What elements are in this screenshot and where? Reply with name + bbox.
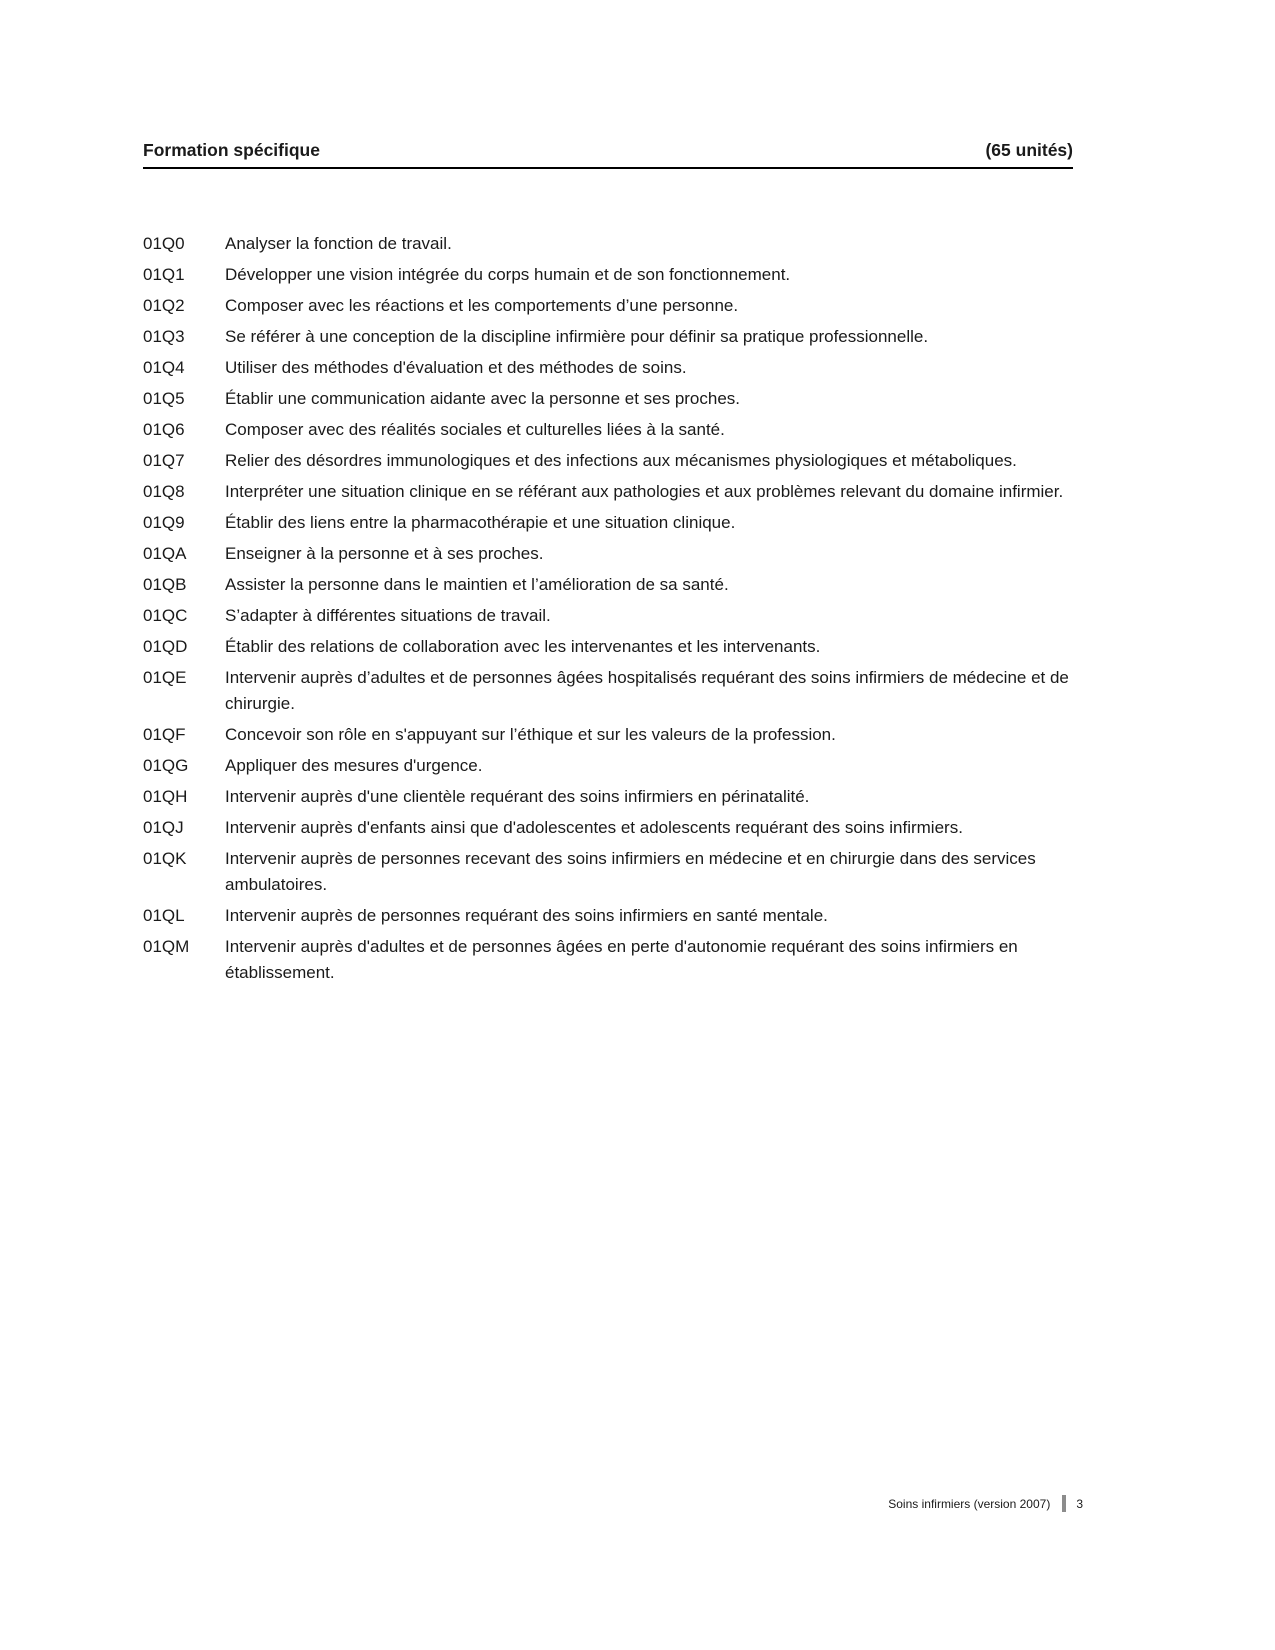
competency-code: 01QB <box>143 575 187 594</box>
page-footer <box>888 1495 1083 1512</box>
competency-row <box>143 448 1073 474</box>
competency-text: Utiliser des méthodes d'évaluation et des méthodes de soins. <box>225 358 687 377</box>
competency-code: 01QM <box>143 937 190 956</box>
competency-code: 01QA <box>143 544 187 563</box>
competency-row <box>143 510 1073 536</box>
competency-code: 01Q2 <box>143 296 185 315</box>
footer-text: Soins infirmiers (version 2007) <box>888 1496 1051 1511</box>
competency-code: 01Q4 <box>143 358 185 377</box>
competency-text: Établir une communication aidante avec la personne et ses proches. <box>225 389 741 408</box>
competency-row <box>143 355 1073 381</box>
competency-text: Relier des désordres immunologiques et des infections aux mécanismes physiologiques et métaboliques. <box>225 451 1017 470</box>
competency-row <box>143 324 1073 350</box>
competency-text: Développer une vision intégrée du corps humain et de son fonctionnement. <box>225 265 791 284</box>
competency-text: S’adapter à différentes situations de travail. <box>225 606 551 625</box>
header-units: (65 unités) <box>985 140 1073 160</box>
competency-code: 01Q9 <box>143 513 185 532</box>
competency-row <box>143 784 1073 810</box>
competency-code: 01QJ <box>143 818 184 837</box>
competency-code: 01QG <box>143 756 189 775</box>
competency-text: Intervenir auprès d'adultes et de personnes âgées en perte d'autonomie requérant des soins infirmiers en établissement. <box>225 937 1018 982</box>
competency-row <box>143 541 1073 567</box>
competency-row <box>143 417 1073 443</box>
competency-code: 01Q1 <box>143 265 185 284</box>
page-content <box>143 140 1073 991</box>
competency-row <box>143 722 1073 748</box>
competency-text: Interpréter une situation clinique en se référant aux pathologies et aux problèmes relevant du domaine infirmier. <box>225 482 1064 501</box>
competency-list <box>143 231 1073 986</box>
competency-row <box>143 293 1073 319</box>
competency-text: Composer avec les réactions et les comportements d’une personne. <box>225 296 739 315</box>
competency-row <box>143 815 1073 841</box>
page-header <box>143 140 1073 169</box>
competency-code: 01QK <box>143 849 187 868</box>
competency-text: Établir des liens entre la pharmacothérapie et une situation clinique. <box>225 513 736 532</box>
competency-row <box>143 231 1073 257</box>
competency-text: Intervenir auprès d'une clientèle requérant des soins infirmiers en périnatalité. <box>225 787 810 806</box>
competency-text: Intervenir auprès d’adultes et de personnes âgées hospitalisés requérant des soins infirmiers de médecine et de chirurgie. <box>225 668 1069 713</box>
competency-text: Enseigner à la personne et à ses proches. <box>225 544 544 563</box>
competency-text: Se référer à une conception de la discipline infirmière pour définir sa pratique professionnelle. <box>225 327 929 346</box>
competency-code: 01Q0 <box>143 234 185 253</box>
competency-code: 01QC <box>143 606 188 625</box>
competency-row <box>143 572 1073 598</box>
competency-code: 01Q8 <box>143 482 185 501</box>
competency-text: Concevoir son rôle en s'appuyant sur l’éthique et sur les valeurs de la profession. <box>225 725 836 744</box>
competency-code: 01Q7 <box>143 451 185 470</box>
competency-row <box>143 753 1073 779</box>
competency-row <box>143 846 1073 898</box>
competency-text: Intervenir auprès de personnes requérant des soins infirmiers en santé mentale. <box>225 906 828 925</box>
competency-row <box>143 665 1073 717</box>
competency-code: 01QE <box>143 668 187 687</box>
competency-text: Intervenir auprès de personnes recevant des soins infirmiers en médecine et en chirurgie dans des services ambulatoires. <box>225 849 1036 894</box>
competency-text: Appliquer des mesures d'urgence. <box>225 756 483 775</box>
competency-text: Assister la personne dans le maintien et l’amélioration de sa santé. <box>225 575 729 594</box>
competency-text: Intervenir auprès d'enfants ainsi que d'adolescentes et adolescents requérant des soins infirmiers. <box>225 818 963 837</box>
competency-code: 01QD <box>143 637 188 656</box>
header-title: Formation spécifique <box>143 140 320 160</box>
competency-code: 01Q6 <box>143 420 185 439</box>
page-number: 3 <box>1076 1496 1083 1511</box>
competency-code: 01QF <box>143 725 186 744</box>
competency-text: Établir des relations de collaboration avec les intervenantes et les intervenants. <box>225 637 821 656</box>
competency-code: 01QH <box>143 787 188 806</box>
competency-code: 01Q3 <box>143 327 185 346</box>
footer-divider <box>1062 1495 1066 1512</box>
competency-text: Composer avec des réalités sociales et culturelles liées à la santé. <box>225 420 725 439</box>
competency-row <box>143 903 1073 929</box>
competency-code: 01Q5 <box>143 389 185 408</box>
competency-row <box>143 634 1073 660</box>
competency-row <box>143 479 1073 505</box>
competency-text: Analyser la fonction de travail. <box>225 234 452 253</box>
competency-row <box>143 386 1073 412</box>
competency-row <box>143 934 1073 986</box>
competency-row <box>143 262 1073 288</box>
competency-code: 01QL <box>143 906 185 925</box>
competency-row <box>143 603 1073 629</box>
